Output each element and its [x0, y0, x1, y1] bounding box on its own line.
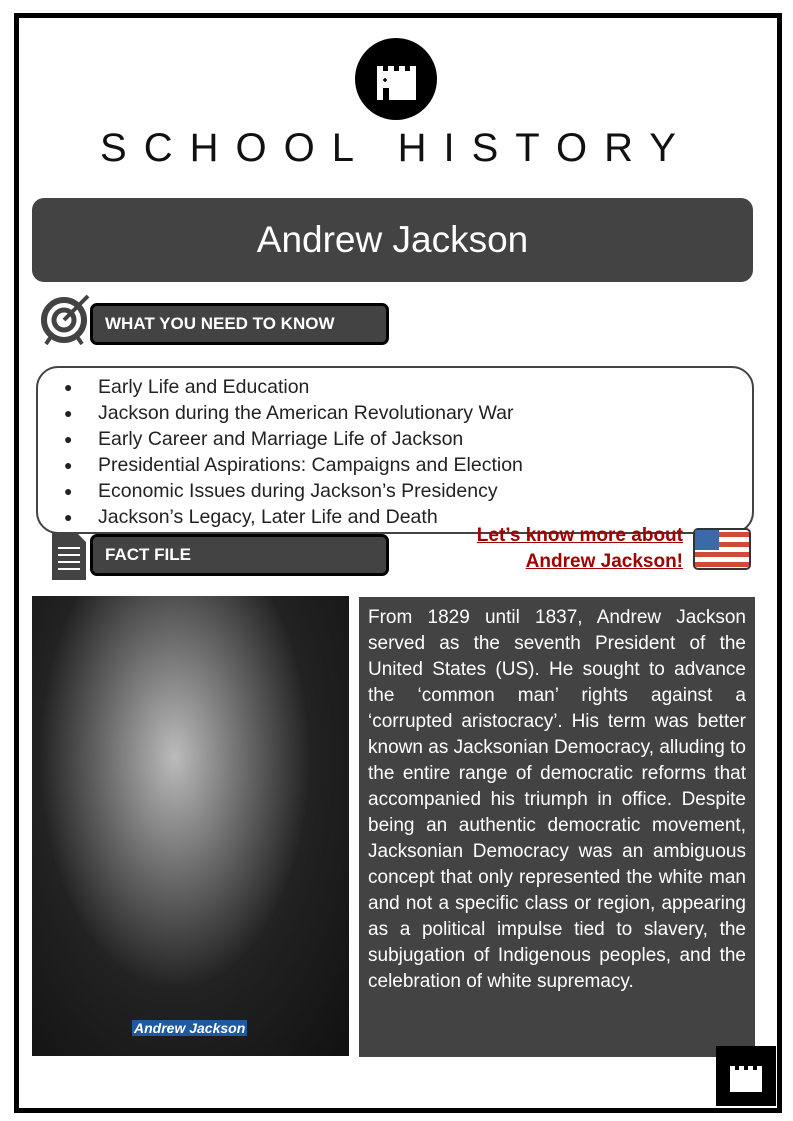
- castle-corner-icon: [716, 1046, 776, 1106]
- list-item: ● Jackson’s Legacy, Later Life and Death: [98, 504, 752, 530]
- know-label: WHAT YOU NEED TO KNOW: [90, 303, 389, 345]
- document-icon: [50, 530, 88, 587]
- list-item: ● Early Life and Education: [98, 374, 752, 400]
- us-flag-icon: [693, 528, 751, 575]
- fact-file-label: FACT FILE: [90, 534, 389, 576]
- page-title: Andrew Jackson: [32, 198, 753, 282]
- brand-name: SCHOOL HISTORY: [100, 126, 693, 170]
- learn-more-link[interactable]: [477, 523, 683, 575]
- photo-caption: Andrew Jackson: [134, 1020, 246, 1036]
- list-item: ● Economic Issues during Jackson’s Presidency: [98, 478, 752, 504]
- target-icon: [40, 290, 94, 351]
- link-line[interactable]: Let’s know more about: [476, 525, 683, 546]
- fact-text: From 1829 until 1837, Andrew Jackson served as the seventh President of the United States (US). He sought to advance the ‘common man’ rights against a ‘corrupted aristocracy’. His term was better known as Jacksonian Democracy, alluding to the entire range of democratic reforms that accompanied his triumph in office. Despite being an authentic democratic movement, Jacksonian Democracy was an ambiguous concept that only represented the white man and not a specific class or region, appearing as a political impulse tied to slavery, the subjugation of Indigenous peoples, and the celebration of white supremacy.: [359, 597, 755, 1057]
- list-item: ● Presidential Aspirations: Campaigns and Election: [98, 452, 752, 478]
- list-item: ● Jackson during the American Revolutionary War: [98, 400, 752, 426]
- link-line[interactable]: Andrew Jackson!: [525, 551, 683, 572]
- topics-list: [36, 366, 754, 534]
- list-item: ● Early Career and Marriage Life of Jackson: [98, 426, 752, 452]
- andrew-jackson-portrait: [32, 596, 349, 1056]
- castle-logo-icon: [355, 38, 437, 120]
